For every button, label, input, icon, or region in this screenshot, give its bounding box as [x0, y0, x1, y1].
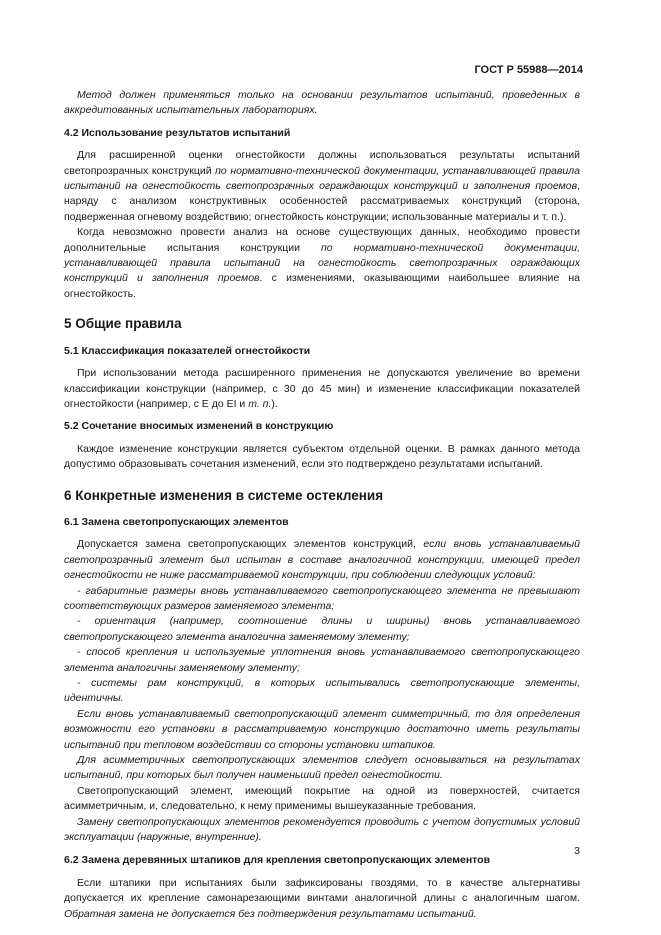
text-run-italic: по нормативно-технической документации, устанавливающей правила испытаний на огнестойкость светопрозрачных ограждающих конструкций и заполнения проемов — [64, 164, 580, 193]
section-4-2-heading: 4.2 Использование результатов испытаний — [64, 126, 291, 139]
text-run-italic: Обратная замена не допускается без подтверждения результатами испытаний. — [64, 907, 477, 920]
condition-item: - ориентация (например, соотношение длины и ширины) вновь устанавливаемого светопропускающего элемента аналогична заменяемому элементу; — [64, 615, 580, 643]
text-run-italic: если вновь устанавливаемый светопрозрачный элемент был испытан в составе аналогичной конструкции, имеющей предел огнестойкости не ниже рассматриваемой конструкции, при соблюдении следующих условий: — [64, 538, 580, 582]
section-5-2-paragraph: Каждое изменение конструкции является субъектом отдельной оценки. В рамках данного метода допустимо образовывать сочетания изменений, если это подтверждено результатами испытаний. — [64, 442, 580, 471]
text-run: Для расширенной оценки огнестойкости должны использоваться результаты испытаний светопрозрачных конструкций — [64, 149, 580, 177]
section-6-2-heading: 6.2 Замена деревянных штапиков для крепления светопропускающих элементов — [64, 854, 491, 867]
section-6-1-paragraph-1 — [64, 537, 580, 583]
section-5-2-heading: 5.2 Сочетание вносимых изменений в конструкцию — [64, 420, 334, 433]
section-4-2-paragraph-1 — [64, 148, 580, 225]
section-5-1-heading: 5.1 Классификация показателей огнестойкости — [64, 344, 311, 357]
section-6-1-heading: 6.1 Замена светопропускающих элементов — [64, 515, 289, 528]
standard-number: ГОСТ Р 55988—2014 — [474, 64, 583, 76]
text-run: Допускается замена светопропускающих элементов конструкций, — [77, 538, 424, 551]
section-4-2-paragraph-2 — [64, 225, 580, 302]
section-6-heading: 6 Конкретные изменения в системе остекления — [64, 487, 384, 503]
condition-item: - габаритные размеры вновь устанавливаемого светопропускающего элемента не превышают соответствующих размеров заменяемого элемента; — [64, 584, 580, 612]
text-run: . с изменениями, оказывающими наибольшее влияние на огнестойкость. — [64, 272, 580, 300]
text-run: , наряду с анализом конструктивных особенностей рассматриваемых конструкций (сторона, подверженная огневому воздействию; огнестойкость конструкции; использованные материалы и т. п.). — [64, 180, 580, 223]
page-number: 3 — [574, 845, 580, 857]
text-run-italic: по нормативно-технической документации, устанавливающей правила испытаний на огнестойкость светопрозрачных ограждающих конструкций и заполнения проемов — [64, 241, 580, 285]
text-run: Если штапики при испытаниях были зафиксированы гвоздями, то в качестве альтернативы допускается их крепление самонарезающими винтами аналогичной длины с аналогичным шагом. — [64, 876, 580, 905]
section-6-1-paragraph-5: Замену светопропускающих элементов рекомендуется проводить с учетом допустимых условий эксплуатации (наружные, внутренние). — [64, 815, 580, 844]
section-6-1-paragraph-2: Если вновь устанавливаемый светопропускающий элемент симметричный, то для определения возможности его установки в рассматриваемую конструкцию достаточно иметь результаты испытаний при тепловом воздействии со стороны установки штапиков. — [64, 707, 580, 751]
section-6-1-paragraph-4: Светопропускающий элемент, имеющий покрытие на одной из поверхностей, считается асимметричным, и, следовательно, к нему применимы вышеуказанные требования. — [64, 784, 580, 813]
condition-item: - системы рам конструкций, в которых испытывались светопропускающие элементы, идентичны. — [64, 677, 580, 705]
text-run: При использовании метода расширенного применения не допускаются увеличение во времени классификации конструкции (например, с 30 до 45 мин) и изменение классификации показателей огнестойкости (например, с E до EI и — [64, 367, 580, 410]
text-run: ). — [271, 397, 278, 410]
section-5-1-paragraph — [64, 366, 580, 412]
section-6-2-paragraph — [64, 876, 580, 922]
text-run-italic: т. п. — [248, 397, 272, 410]
condition-item: - способ крепления и используемые уплотнения вновь устанавливаемого светопропускающего элемента аналогичны заменяемому элементу; — [64, 646, 580, 674]
intro-paragraph: Метод должен применяться только на основании результатов испытаний, проведенных в аккредитованных испытательных лабораториях. — [64, 89, 580, 117]
section-6-1-paragraph-3: Для асимметричных светопропускающих элементов следует основываться на результатах испытаний, при которых был получен наименьший предел огнестойкости. — [64, 754, 580, 782]
text-run: Когда невозможно провести анализ на основе существующих данных, необходимо провести дополнительные испытания конструкции — [64, 226, 580, 254]
section-5-heading: 5 Общие правила — [64, 316, 182, 332]
